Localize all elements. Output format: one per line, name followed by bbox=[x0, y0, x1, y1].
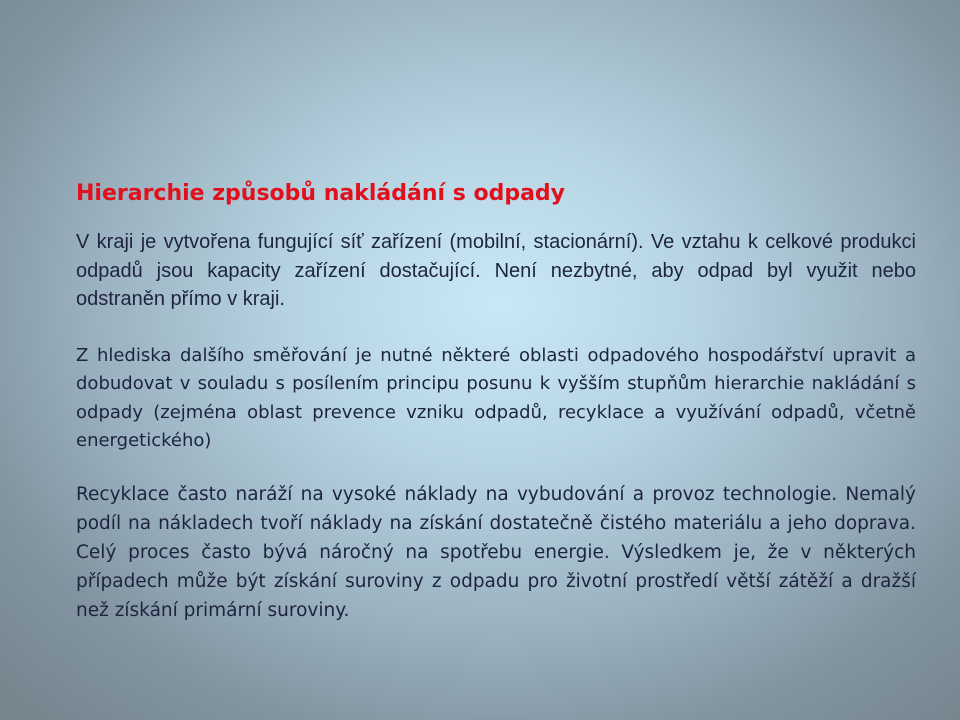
paragraph-recycling-costs: Recyklace často naráží na vysoké náklady na vybudování a provoz technologie. Nemalý podíl na nákladech tvoří náklady na získání dostatečně čistého materiálu a jeho doprava. Celý proces často bývá náročný na spotřebu energie. Výsledkem je, že v některých případech může být získání suroviny z odpadu pro životní prostředí větší zátěží a dražší než získání primární suroviny. bbox=[76, 483, 916, 621]
paragraph-hierarchy-direction: Z hlediska dalšího směřování je nutné některé oblasti odpadového hospodářství upravit a dobudovat v souladu s posílením principu posunu k vyšším stupňům hierarchie nakládání s odpady (zejména oblast prevence vzniku odpadů, recyklace a využívání odpadů, včetně energetického) bbox=[76, 344, 916, 451]
paragraph-regional-facilities: V kraji je vytvořena fungující síť zařízení (mobilní, stacionární). Ve vztahu k celkové produkci odpadů jsou kapacity zařízení dostačující. Není nezbytné, aby odpad byl využit nebo odstraněn přímo v kraji. bbox=[76, 231, 916, 310]
slide-content bbox=[76, 178, 916, 625]
slide-title: Hierarchie způsobů nakládání s odpady bbox=[76, 181, 566, 206]
